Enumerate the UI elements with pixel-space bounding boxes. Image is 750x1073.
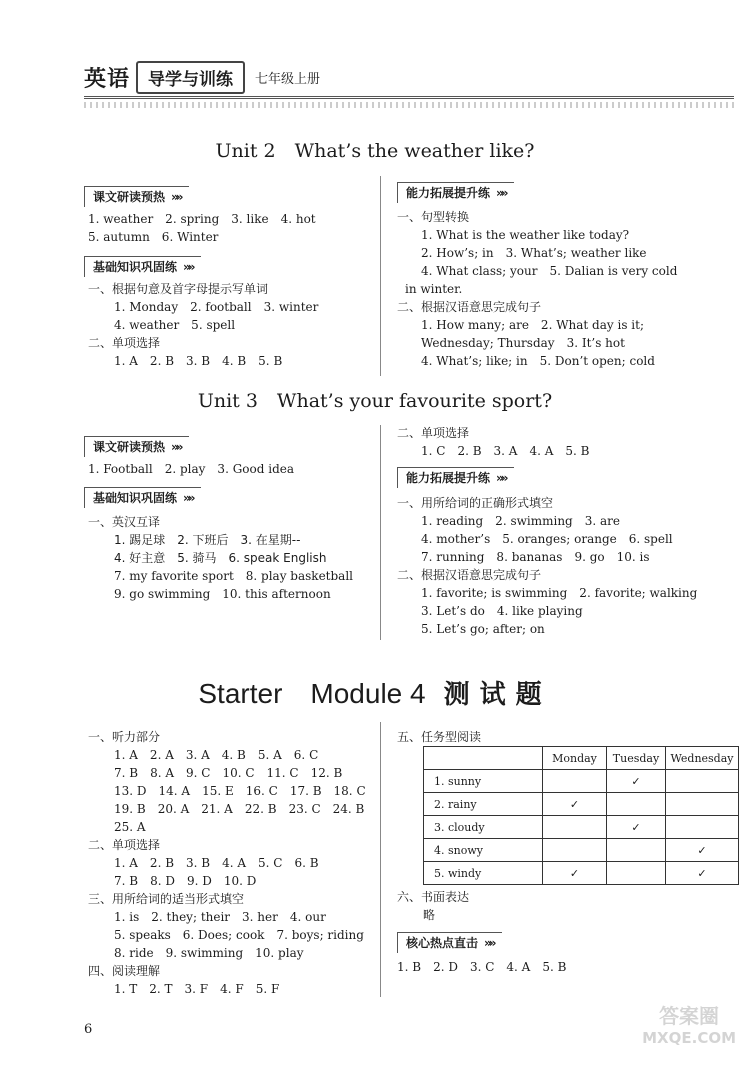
section-heading: 一、句型转换 (397, 210, 470, 224)
table-cell (666, 816, 739, 839)
answer-line: 7. B 8. A 9. C 10. C 11. C 12. B (114, 766, 343, 780)
table-header-cell (424, 747, 543, 770)
unit3-tag-basics (84, 487, 201, 508)
check-icon: ✓ (666, 862, 739, 885)
check-icon: ✓ (607, 816, 666, 839)
answer-line: 19. B 20. A 21. A 22. B 23. C 24. B (114, 802, 365, 816)
tag-label: 基础知识巩固练 (93, 491, 178, 505)
answer-line: 1. Football 2. play 3. Good idea (88, 462, 295, 476)
header-rule (84, 96, 734, 99)
tag-label: 能力拓展提升练 (406, 471, 491, 485)
chevron-double-right-icon: »» (171, 190, 181, 204)
unit2-tag-preview (84, 186, 189, 207)
section-heading: 六、书面表达 (397, 890, 470, 904)
answer-line: 4. What’s; like; in 5. Don’t open; cold (421, 354, 655, 368)
row-label: 1. sunny (424, 770, 543, 793)
answer-line: 1. T 2. T 3. F 4. F 5. F (114, 982, 280, 996)
section-heading: 四、阅读理解 (88, 964, 161, 978)
watermark-line: 答案圈 (659, 1004, 720, 1028)
column-divider (380, 176, 381, 376)
check-icon: ✓ (543, 793, 607, 816)
check-icon: ✓ (543, 862, 607, 885)
answer-line: 1. A 2. B 3. B 4. A 5. C 6. B (114, 856, 319, 870)
chevron-double-right-icon: »» (183, 260, 193, 274)
table-cell (543, 839, 607, 862)
chevron-double-right-icon: »» (171, 440, 181, 454)
weather-table (423, 746, 739, 885)
unit3-tag-preview (84, 436, 189, 457)
table-cell (607, 862, 666, 885)
answer-line: in winter. (405, 282, 463, 296)
section-heading: 二、单项选择 (397, 426, 470, 440)
table-header-cell: Tuesday (607, 747, 666, 770)
row-label: 5. windy (424, 862, 543, 885)
answer-line: 4. weather 5. spell (114, 318, 236, 332)
unit3-preview-answers (88, 460, 294, 478)
answer-line: 4. mother’s 5. oranges; orange 6. spell (421, 532, 673, 546)
watermark (642, 1005, 736, 1049)
unit3-single-choice (397, 424, 589, 460)
table-header-cell: Monday (543, 747, 607, 770)
answer-line: 25. A (114, 820, 146, 834)
page-number: 6 (84, 1022, 93, 1037)
tag-label: 课文研读预热 (93, 190, 166, 204)
answer-line: 1. A 2. B 3. B 4. B 5. B (114, 354, 283, 368)
header-grade: 七年级上册 (255, 71, 321, 87)
answer-line: 5. speaks 6. Does; cook 7. boys; riding (114, 928, 364, 942)
answer-line: 3. Let’s do 4. like playing (421, 604, 583, 618)
answer-line: 4. 好主意 5. 骑马 6. speak English (114, 551, 327, 565)
starter-module-title (0, 672, 750, 712)
answer-line: 1. favorite; is swimming 2. favorite; walking (421, 586, 698, 600)
chevron-double-right-icon: »» (484, 936, 494, 950)
answer-line: 7. B 8. D 9. D 10. D (114, 874, 257, 888)
answer-line: 7. running 8. bananas 9. go 10. is (421, 550, 650, 564)
tag-label: 能力拓展提升练 (406, 186, 491, 200)
column-divider (380, 425, 381, 640)
table-cell (607, 793, 666, 816)
unit3-title: Unit 3 What’s your favourite sport? (197, 390, 553, 412)
tag-label: 课文研读预热 (93, 440, 166, 454)
watermark-line: MXQE.COM (642, 1029, 736, 1047)
section-heading: 一、用所给词的正确形式填空 (397, 496, 554, 510)
row-label: 2. rainy (424, 793, 543, 816)
answer-line: 1. 踢足球 2. 下班后 3. 在星期-- (114, 533, 301, 547)
section-heading: 三、用所给词的适当形式填空 (88, 892, 245, 906)
table-row (424, 862, 739, 885)
unit3-tag-extension (397, 467, 514, 488)
table-header-row (424, 747, 739, 770)
answer-line: 1. How many; are 2. What day is it; (421, 318, 644, 332)
unit2-tag-basics (84, 256, 201, 277)
answer-line: 1. B 2. D 3. C 4. A 5. B (397, 960, 567, 974)
answer-line: Wednesday; Thursday 3. It’s hot (421, 336, 625, 350)
answer-line: 1. C 2. B 3. A 4. A 5. B (421, 444, 590, 458)
running-header (84, 62, 320, 92)
section-heading: 一、听力部分 (88, 730, 161, 744)
answer-line: 1. What is the weather like today? (421, 228, 630, 242)
table-row (424, 770, 739, 793)
section-heading: 二、根据汉语意思完成句子 (397, 568, 542, 582)
row-label: 4. snowy (424, 839, 543, 862)
table-cell (666, 793, 739, 816)
header-subject: 英语 (84, 65, 131, 92)
chevron-double-right-icon: »» (183, 491, 193, 505)
answer-line: 5. Let’s go; after; on (421, 622, 545, 636)
unit2-tag-extension (397, 182, 514, 203)
answer-line: 1. Monday 2. football 3. winter (114, 300, 319, 314)
section-heading: 五、任务型阅读 (397, 730, 482, 744)
check-icon: ✓ (666, 839, 739, 862)
table-row (424, 839, 739, 862)
header-book-title: 导学与训练 (136, 61, 245, 94)
unit3-extension-answers (397, 494, 697, 638)
answer-line: 5. autumn 6. Winter (88, 230, 219, 244)
section-heading: 二、单项选择 (88, 336, 161, 350)
answer-line: 2. How’s; in 3. What’s; weather like (421, 246, 647, 260)
answer-line: 8. ride 9. swimming 10. play (114, 946, 304, 960)
unit2-title: Unit 2 What’s the weather like? (215, 140, 535, 162)
header-dotted-rule (84, 102, 734, 108)
starter-left-answers (88, 728, 366, 998)
unit2-extension-answers (397, 208, 677, 370)
answer-line: 13. D 14. A 15. E 16. C 17. B 18. C (114, 784, 366, 798)
answer-line: 4. What class; your 5. Dalian is very cold (421, 264, 678, 278)
answer-line: 1. weather 2. spring 3. like 4. hot (88, 212, 316, 226)
section-heading: 二、单项选择 (88, 838, 161, 852)
answer-line: 9. go swimming 10. this afternoon (114, 587, 331, 601)
answer-line: 7. my favorite sport 8. play basketball (114, 569, 354, 583)
table-row (424, 816, 739, 839)
table-cell (607, 839, 666, 862)
starter-title-cn: 测试题 (443, 680, 552, 710)
column-divider (380, 722, 381, 997)
section-heading: 二、根据汉语意思完成句子 (397, 300, 542, 314)
table-row (424, 793, 739, 816)
check-icon: ✓ (607, 770, 666, 793)
tag-label: 核心热点直击 (406, 936, 479, 950)
answer-line: 略 (423, 908, 436, 922)
section-heading: 一、英汉互译 (88, 515, 161, 529)
row-label: 3. cloudy (424, 816, 543, 839)
section-heading: 一、根据句意及首字母提示写单词 (88, 282, 269, 296)
table-cell (543, 816, 607, 839)
answer-line: 1. is 2. they; their 3. her 4. our (114, 910, 326, 924)
answer-line: 1. reading 2. swimming 3. are (421, 514, 620, 528)
chevron-double-right-icon: »» (496, 186, 506, 200)
table-cell (543, 770, 607, 793)
unit3-basics-answers (88, 513, 353, 603)
table-header-cell: Wednesday (666, 747, 739, 770)
unit2-preview-answers (88, 210, 316, 246)
answer-line: 1. A 2. A 3. A 4. B 5. A 6. C (114, 748, 319, 762)
starter-tag-core (397, 932, 502, 953)
tag-label: 基础知识巩固练 (93, 260, 178, 274)
chevron-double-right-icon: »» (496, 471, 506, 485)
table-cell (666, 770, 739, 793)
starter-title-en: Starter Module 4 (198, 678, 426, 709)
unit2-basics-answers (88, 280, 318, 370)
